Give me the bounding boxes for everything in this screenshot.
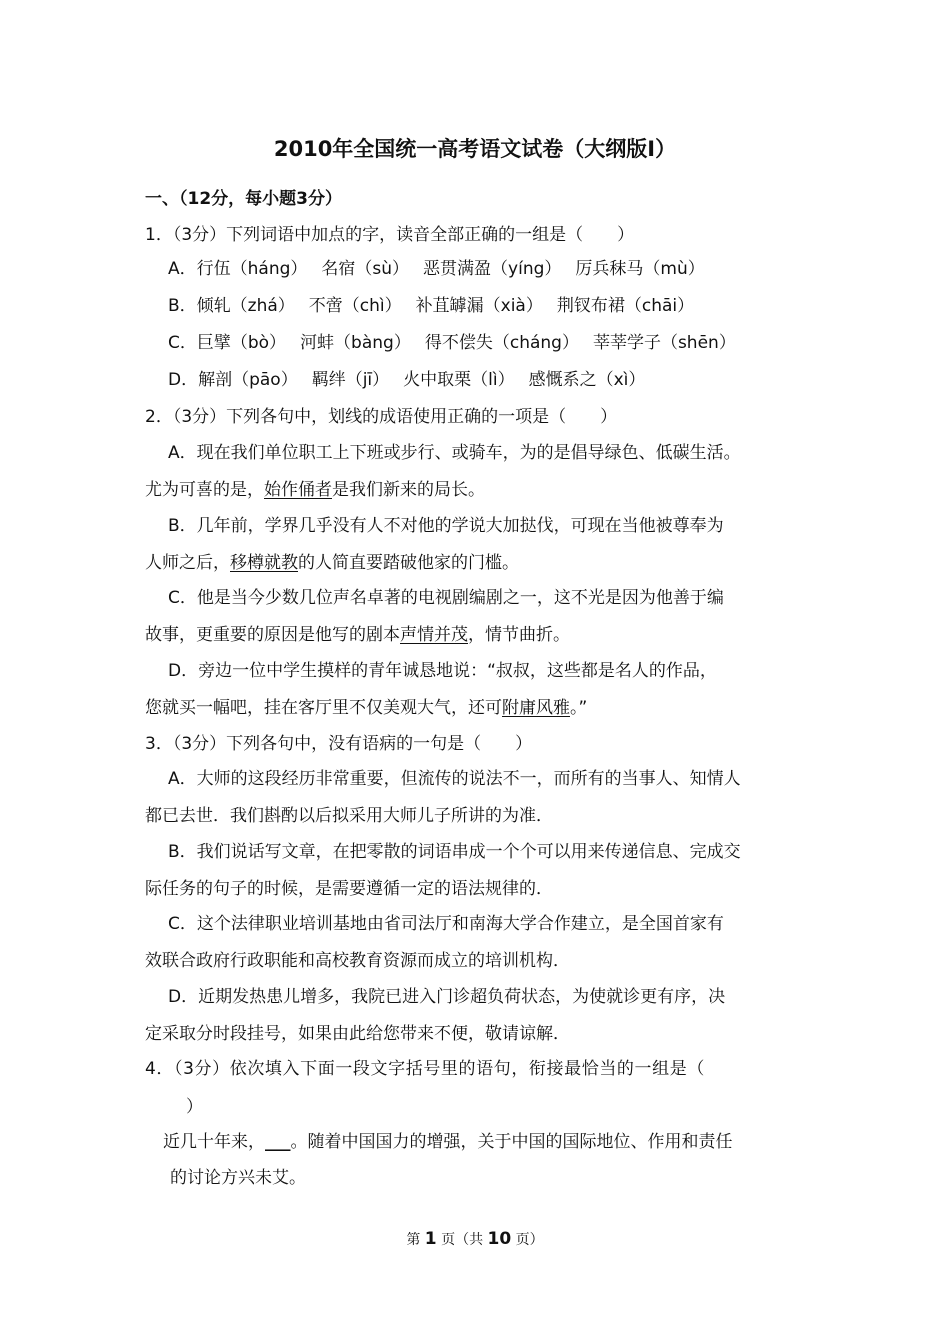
question-stem-end: ）	[186, 1097, 203, 1117]
passage-line-2: 的讨论方兴未艾。	[170, 1168, 306, 1188]
option-c-cont: 故事，更重要的原因是他写的剧本声情并茂，情节曲折。	[145, 625, 570, 645]
option-a-cont: 尤为可喜的是，始作俑者是我们新来的局长。	[145, 480, 485, 500]
option-a: A．大师的这段经历非常重要，但流传的说法不一，而所有的当事人、知情人	[168, 769, 741, 789]
underlined-idiom: 移樽就教	[230, 553, 298, 573]
underlined-idiom: 附庸风雅	[502, 698, 570, 718]
option-d: D．旁边一位中学生摸样的青年诚恳地说：“叔叔，这些都是名人的作品，	[168, 661, 717, 681]
underlined-idiom: 声情并茂	[400, 625, 468, 645]
option-a: A．现在我们单位职工上下班或步行、或骑车，为的是倡导绿色、低碳生活。	[168, 443, 741, 463]
page-title: 2010年全国统一高考语文试卷（大纲版Ⅰ）	[273, 137, 677, 161]
option-b: B．我们说话写文章，在把零散的词语串成一个个可以用来传递信息、完成交	[168, 842, 741, 862]
passage-line-1: 近几十年来，___。随着中国国力的增强，关于中国的国际地位、作用和责任	[163, 1132, 733, 1152]
option-a: A．行伍（háng） 名宿（sù） 恶贯满盈（yíng） 厉兵秣马（mù）	[168, 259, 705, 279]
option-b: B．几年前，学界几乎没有人不对他的学说大加挞伐，可现在当他被尊奉为	[168, 516, 724, 536]
question-stem: 3．（3分）下列各句中，没有语病的一句是（ ）	[145, 734, 533, 754]
option-c: C．巨擘（bò） 河蚌（bàng） 得不偿失（cháng） 莘莘学子（shēn）	[168, 333, 736, 353]
option-c: C．这个法律职业培训基地由省司法厅和南海大学合作建立，是全国首家有	[168, 914, 724, 934]
option-d: D．近期发热患儿增多，我院已进入门诊超负荷状态，为使就诊更有序，决	[168, 987, 726, 1007]
question-stem: 1．（3分）下列词语中加点的字，读音全部正确的一组是（ ）	[145, 225, 635, 245]
section-heading: 一、（12分，每小题3分）	[145, 189, 342, 209]
option-c-cont: 效联合政府行政职能和高校教育资源而成立的培训机构．	[145, 951, 570, 971]
option-d-cont: 您就买一幅吧，挂在客厅里不仅美观大气，还可附庸风雅。”	[145, 698, 588, 718]
page-footer: 第 1 页（共 10 页）	[406, 1229, 544, 1249]
underlined-idiom: 始作俑者	[264, 480, 332, 500]
option-b-cont: 际任务的句子的时候，是需要遵循一定的语法规律的．	[145, 879, 553, 899]
option-c: C．他是当今少数几位声名卓著的电视剧编剧之一，这不光是因为他善于编	[168, 588, 724, 608]
question-stem: 4．（3分）依次填入下面一段文字括号里的语句，衔接最恰当的一组是（	[145, 1059, 705, 1079]
option-b: B．倾轧（zhá） 不啻（chì） 补苴罅漏（xià） 荆钗布裙（chāi）	[168, 296, 695, 316]
option-d-cont: 定采取分时段挂号，如果由此给您带来不便，敬请谅解．	[145, 1024, 570, 1044]
option-b-cont: 人师之后，移樽就教的人简直要踏破他家的门槛。	[145, 553, 519, 573]
option-a-cont: 都已去世．我们斟酌以后拟采用大师儿子所讲的为准．	[145, 806, 553, 826]
fill-blank: ___	[265, 1132, 291, 1152]
option-d: D．解剖（pāo） 羁绊（jī） 火中取栗（lì） 感慨系之（xì）	[168, 370, 646, 390]
question-stem: 2．（3分）下列各句中，划线的成语使用正确的一项是（ ）	[145, 407, 618, 427]
